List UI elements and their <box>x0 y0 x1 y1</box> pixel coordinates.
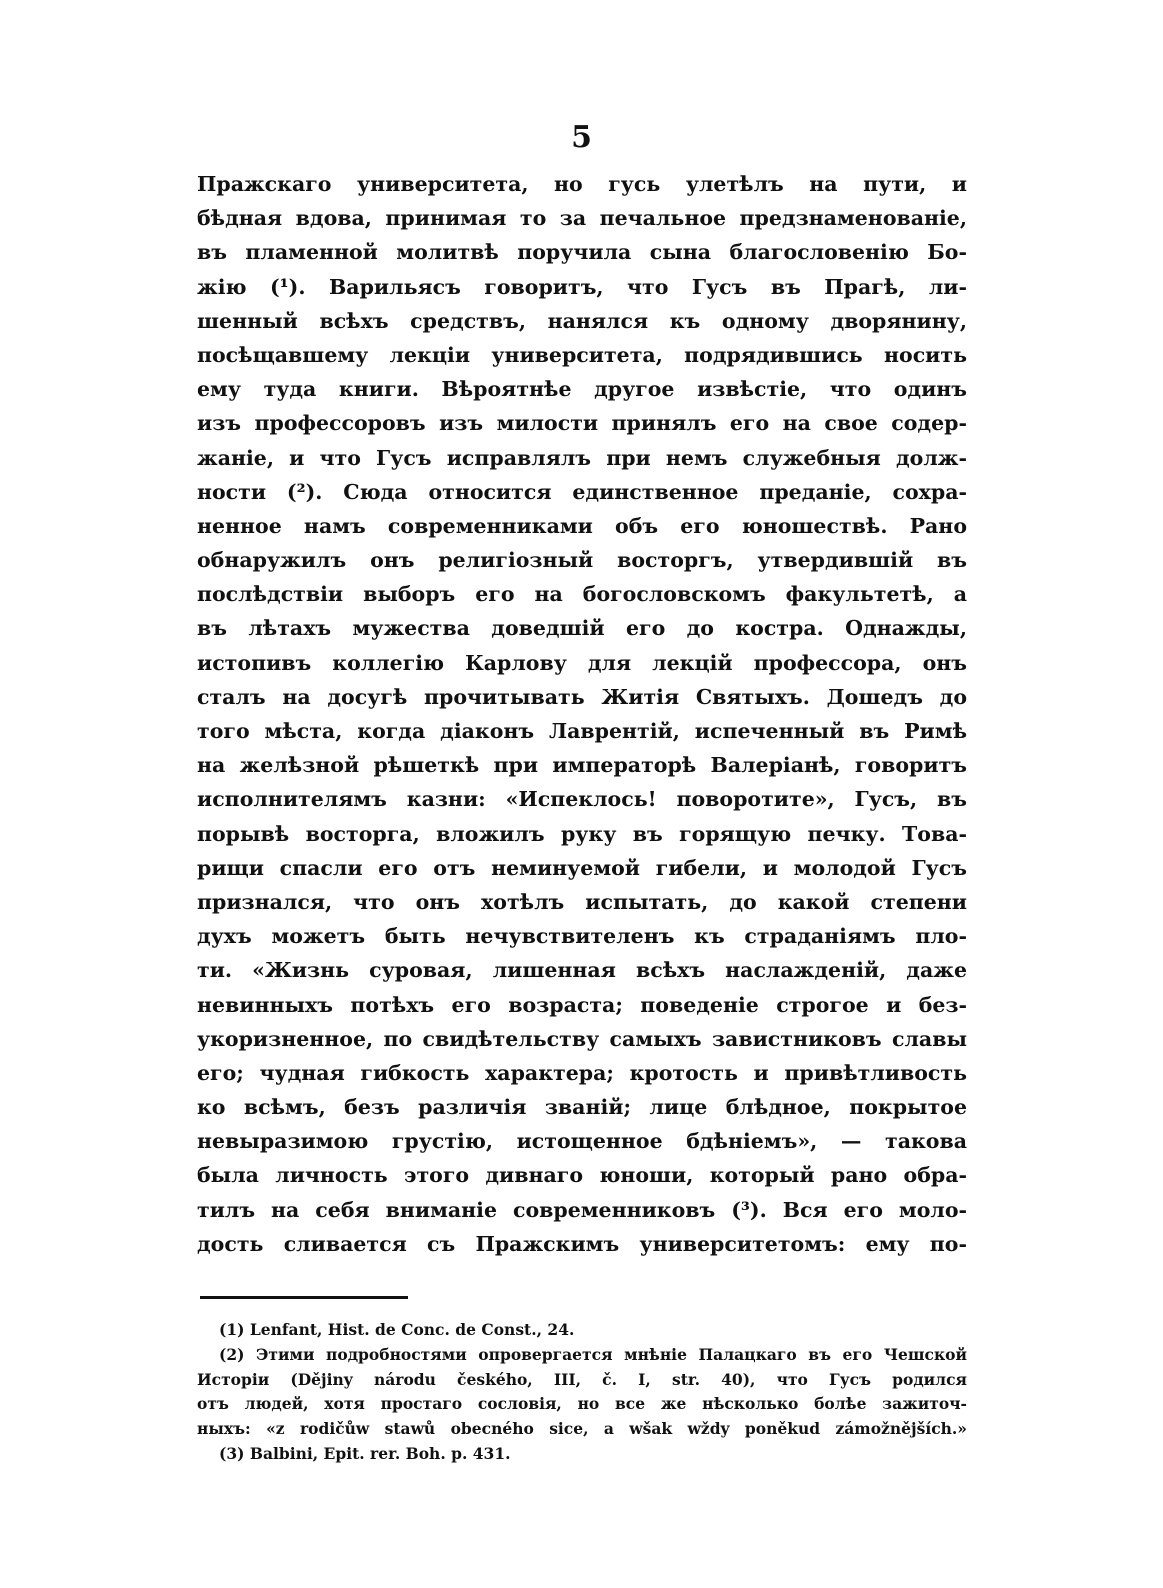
text-line: посѣщавшему лекціи университета, подрядившись носить <box>197 342 967 367</box>
footnote-2-line: ныхъ: «z rodičůw stawů obecného sice, a wšak wždy poněkud zámožnějších.» <box>197 1419 967 1439</box>
text-line: шенный всѣхъ средствъ, нанялся къ одному дворянину, <box>197 308 967 333</box>
text-line: на желѣзной рѣшеткѣ при императорѣ Валеріанѣ, говоритъ <box>197 753 967 778</box>
text-line: въ пламенной молитвѣ поручила сына благословенію Бо- <box>197 240 967 265</box>
text-line: дость сливается съ Пражскимъ университетомъ: ему по- <box>197 1231 967 1256</box>
text-line: его; чудная гибкость характера; кротость и привѣтливость <box>197 1060 967 1085</box>
text-line: исполнителямъ казни: «Испеклось! поворотите», Гусъ, въ <box>197 787 967 812</box>
footnotes <box>197 1318 967 1467</box>
footnote-divider <box>200 1296 408 1299</box>
page-number: 5 <box>571 120 592 155</box>
text-line: изъ профессоровъ изъ милости принялъ его на свое содер- <box>197 411 967 436</box>
text-line: послѣдствіи выборъ его на богословскомъ факультетѣ, а <box>197 582 967 607</box>
text-line: въ лѣтахъ мужества доведшій его до костра. Однажды, <box>197 616 967 641</box>
footnote-2-line: Исторіи (Dějiny národu českého, III, č. I, str. 40), что Гусъ родился <box>197 1369 967 1389</box>
text-line: жаніе, и что Гусъ исправлялъ при немъ служебныя долж- <box>197 445 967 470</box>
footnote-2-line: (2) Этими подробностями опровергается мнѣніе Палацкаго въ его Чешской <box>219 1344 967 1364</box>
text-line: ти. «Жизнь суровая, лишенная всѣхъ наслажденій, даже <box>197 958 967 983</box>
text-line: ко всѣмъ, безъ различія званій; лице блѣдное, покрытое <box>197 1095 967 1120</box>
text-line: ненное намъ современниками объ его юношествѣ. Рано <box>197 513 967 538</box>
text-line: тилъ на себя вниманіе современниковъ (³). Вся его моло- <box>197 1197 967 1222</box>
text-line: была личность этого дивнаго юноши, который рано обра- <box>197 1163 967 1188</box>
text-line: жію (¹). Варильясъ говоритъ, что Гусъ въ Прагѣ, ли- <box>197 274 967 299</box>
text-line: порывѣ восторга, вложилъ руку въ горящую печку. Това- <box>197 821 967 846</box>
text-line: бѣдная вдова, принимая то за печальное предзнаменованіе, <box>197 206 967 231</box>
footnote-3: (3) Balbini, Epit. rer. Boh. p. 431. <box>219 1443 511 1463</box>
text-line: признался, что онъ хотѣлъ испытать, до какой степени <box>197 889 967 914</box>
text-line: рищи спасли его отъ неминуемой гибели, и молодой Гусъ <box>197 855 967 880</box>
text-line: Пражскаго университета, но гусь улетѣлъ на пути, и <box>197 172 967 196</box>
text-line: невыразимою грустію, истощенное бдѣніемъ», — такова <box>197 1129 967 1154</box>
main-text <box>197 167 967 1261</box>
text-line: укоризненное, по свидѣтельству самыхъ завистниковъ славы <box>197 1026 967 1051</box>
text-line: ему туда книги. Вѣроятнѣе другое извѣстіе, что одинъ <box>197 377 967 402</box>
text-line: духъ можетъ быть нечувствителенъ къ страданіямъ пло- <box>197 924 967 949</box>
footnote-2-line: отъ людей, хотя простаго сословія, но все же нѣсколько болѣе зажиточ- <box>197 1394 967 1414</box>
text-line: истопивъ коллегію Карлову для лекцій профессора, онъ <box>197 650 967 675</box>
text-line: сталъ на досугѣ прочитывать Житія Святыхъ. Дошедъ до <box>197 684 967 709</box>
text-line: ности (²). Сюда относится единственное преданіе, сохра- <box>197 479 967 504</box>
text-line: обнаружилъ онъ религіозный восторгъ, утвердившій въ <box>197 548 967 573</box>
text-line: того мѣста, когда діаконъ Лаврентій, испеченный въ Римѣ <box>197 719 967 743</box>
text-line: невинныхъ потѣхъ его возраста; поведеніе строгое и без- <box>197 992 967 1017</box>
footnote-1: (1) Lenfant, Hist. de Conc. de Const., 24. <box>219 1320 575 1339</box>
